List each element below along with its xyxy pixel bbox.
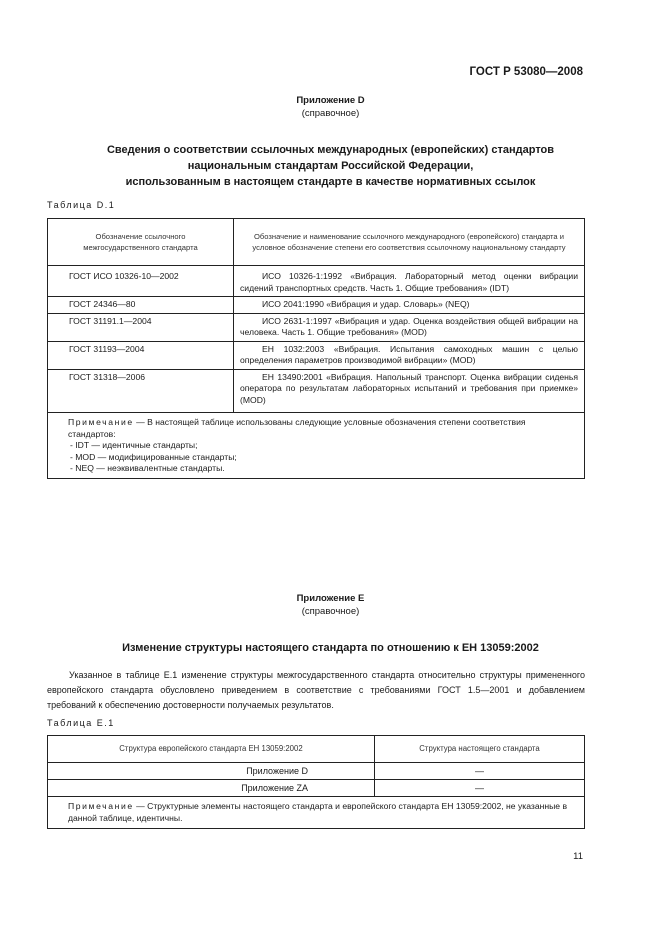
table-note-row	[48, 413, 585, 479]
table-e1	[47, 735, 585, 829]
header-cell-international: Обозначение и наименование ссылочного международного (европейского) стандарта и условное обозначение степени его соответствия ссылочному национальному стандарту	[234, 219, 585, 266]
heading-line: использованным в настоящем стандарте в качестве нормативных ссылок	[125, 176, 536, 188]
cell-european: Приложение ZA	[48, 780, 375, 797]
header-cell-european: Структура европейского стандарта ЕН 13059:2002	[48, 736, 375, 763]
appendix-d-title: Приложение D	[296, 95, 365, 106]
appendix-d-subtitle: (справочное)	[301, 108, 360, 119]
table-row	[48, 297, 585, 314]
appendix-e-paragraph: Указанное в таблице E.1 изменение структуры межгосударственного стандарта относительно структуры примененного европейского стандарта обусловлено приведением в соответствие с требованиями ГОСТ 1.5—2001 и добавлением требований к обеспечению достоверности получаемых результатов.	[47, 670, 585, 710]
cell-international: ЕН 1032:2003 «Вибрация. Испытания самоходных машин с целью определения параметров производимой вибрации» (MOD)	[234, 341, 585, 369]
page-number: 11	[573, 851, 583, 862]
table-row	[48, 763, 585, 780]
note-item: - MOD — модифицированные стандарты;	[70, 451, 237, 462]
cell-national: ГОСТ ИСО 10326-10—2002	[48, 266, 234, 297]
table-note	[48, 413, 585, 479]
cell-current: —	[375, 780, 585, 797]
note-item: - IDT — идентичные стандарты;	[70, 440, 198, 450]
table-row	[48, 266, 585, 297]
appendix-e-title: Приложение E	[296, 593, 365, 604]
table-note	[48, 797, 585, 829]
header-cell-national: Обозначение ссылочного межгосударственного стандарта	[48, 219, 234, 266]
appendix-e-heading: Изменение структуры настоящего стандарта по отношению к ЕН 13059:2002	[122, 642, 539, 654]
cell-international: ИСО 2041:1990 «Вибрация и удар. Словарь» (NEQ)	[234, 297, 585, 314]
heading-line: национальным стандартам Российской Федерации,	[187, 160, 474, 172]
cell-national: ГОСТ 31191.1—2004	[48, 313, 234, 341]
cell-international: ИСО 10326-1:1992 «Вибрация. Лабораторный метод оценки вибрации сидений транспортных средств. Часть 1. Общие требования» (IDT)	[234, 266, 585, 297]
note-label: Примечание	[68, 801, 134, 811]
standard-id: ГОСТ Р 53080—2008	[469, 66, 583, 78]
table-note-row	[48, 797, 585, 829]
cell-european: Приложение D	[48, 763, 375, 780]
table-row	[48, 369, 585, 413]
cell-international: ЕН 13490:2001 «Вибрация. Напольный транспорт. Оценка вибрации сиденья оператора по результатам лабораторных испытаний и требования при приемке» (MOD)	[234, 369, 585, 413]
table-row	[48, 780, 585, 797]
cell-current: —	[375, 763, 585, 780]
table-d1	[47, 218, 585, 479]
cell-national: ГОСТ 31318—2006	[48, 369, 234, 413]
table-row	[48, 341, 585, 369]
header-cell-current: Структура настоящего стандарта	[375, 736, 585, 763]
note-label: Примечание	[68, 417, 134, 427]
appendix-e-subtitle: (справочное)	[301, 606, 360, 617]
table-header-row	[48, 736, 585, 763]
note-item: - NEQ — неэквивалентные стандарты.	[70, 463, 225, 473]
cell-international: ИСО 2631-1:1997 «Вибрация и удар. Оценка воздействия общей вибрации на человека. Часть 1. Общие требования» (MOD)	[234, 313, 585, 341]
table-row	[48, 313, 585, 341]
table-e1-caption: Таблица E.1	[47, 718, 115, 728]
table-header-row	[48, 219, 585, 266]
note-text: — В настоящей таблице использованы следующие условные обозначения степени соответствия стандартов:	[68, 417, 526, 439]
note-text: — Структурные элементы настоящего стандарта и европейского стандарта ЕН 13059:2002, не указанные в данной таблице, идентичны.	[68, 801, 568, 823]
cell-national: ГОСТ 31193—2004	[48, 341, 234, 369]
appendix-d-heading	[0, 142, 661, 190]
heading-line: Сведения о соответствии ссылочных международных (европейских) стандартов	[106, 144, 555, 156]
cell-national: ГОСТ 24346—80	[48, 297, 234, 314]
table-d1-caption: Таблица D.1	[47, 200, 116, 210]
